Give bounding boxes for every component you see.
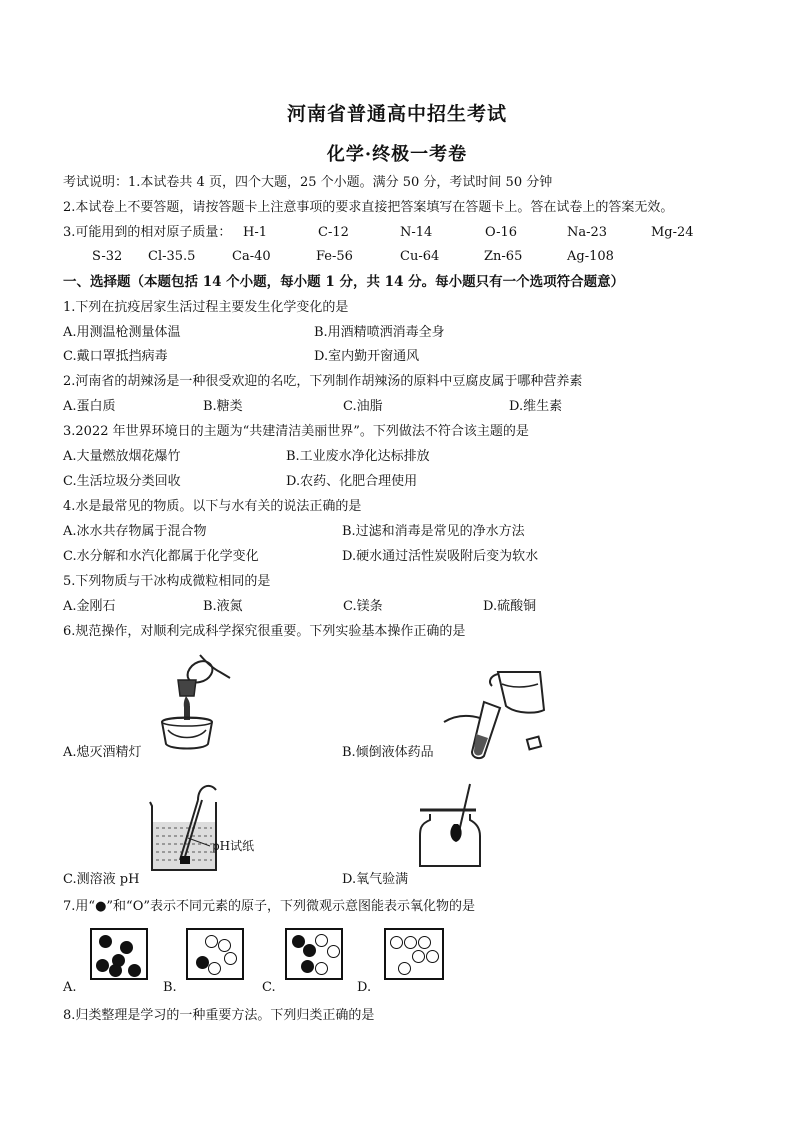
question-7-option-d: D.	[357, 980, 372, 995]
question-7-option-c: C.	[262, 980, 276, 995]
question-5-option-c: C.镁条	[343, 599, 383, 614]
mass-cl: Cl-35.5	[148, 249, 196, 264]
question-3-stem: 3.2022 年世界环境日的主题为“共建清洁美丽世界”。下列做法不符合该主题的是	[63, 424, 529, 439]
white-atom	[224, 952, 237, 965]
black-atom	[109, 964, 122, 977]
molecule-box-a	[90, 928, 148, 980]
instructions-line-1: 考试说明：1.本试卷共 4 页，四个大题，25 个小题。满分 50 分，考试时间 50 分钟	[63, 175, 553, 190]
question-1-option-c: C.戴口罩抵挡病毒	[63, 349, 168, 364]
molecule-box-c	[285, 928, 343, 980]
question-3-option-c: C.生活垃圾分类回收	[63, 474, 181, 489]
mass-cu: Cu-64	[400, 249, 440, 264]
white-atom	[404, 936, 417, 949]
mass-ca: Ca-40	[232, 249, 271, 264]
white-atom	[315, 934, 328, 947]
question-4-option-c: C.水分解和水汽化都属于化学变化	[63, 549, 259, 564]
question-5-stem: 5.下列物质与干冰构成微粒相同的是	[63, 574, 271, 589]
black-atom	[99, 935, 112, 948]
white-atom	[418, 936, 431, 949]
white-atom	[208, 962, 221, 975]
question-2-option-c: C.油脂	[343, 399, 383, 414]
instructions-line-2: 2.本试卷上不要答题，请按答题卡上注意事项的要求直接把答案填写在答题卡上。答在试卷上的答案无效。	[63, 200, 674, 215]
question-5-option-b: B.液氮	[203, 599, 243, 614]
question-1-option-a: A.用测温枪测量体温	[63, 325, 181, 340]
question-6-option-d: D.氧气验满	[342, 872, 409, 887]
question-4-stem: 4.水是最常见的物质。以下与水有关的说法正确的是	[63, 499, 362, 514]
white-atom	[205, 935, 218, 948]
question-8-stem: 8.归类整理是学习的一种重要方法。下列归类正确的是	[63, 1008, 375, 1023]
question-7-stem-part-3: ”表示不同元素的原子，下列微观示意图能表示氧化物的是	[143, 899, 476, 914]
black-atom	[96, 959, 109, 972]
white-atom	[398, 962, 411, 975]
question-1-option-b: B.用酒精喷洒消毒全身	[314, 325, 445, 340]
question-5-option-d: D.硫酸铜	[483, 599, 537, 614]
mass-o: O-16	[485, 225, 518, 240]
molecule-box-b	[186, 928, 244, 980]
black-atom	[128, 964, 141, 977]
question-1-option-d: D.室内勤开窗通风	[314, 349, 420, 364]
question-2-stem: 2.河南省的胡辣汤是一种很受欢迎的名吃，下列制作胡辣汤的原料中豆腐皮属于哪种营养素	[63, 374, 583, 389]
white-atom	[218, 939, 231, 952]
mass-na: Na-23	[567, 225, 608, 240]
question-7-stem-part-1: 7.用“	[63, 899, 96, 914]
black-atom	[301, 960, 314, 973]
question-6-option-b: B.倾倒液体药品	[342, 745, 434, 760]
black-atom	[120, 941, 133, 954]
mass-mg: Mg-24	[651, 225, 694, 240]
mass-fe: Fe-56	[316, 249, 353, 264]
section-heading: 一、选择题（本题包括 14 个小题，每小题 1 分，共 14 分。每小题只有一个选项符合题意）	[63, 274, 625, 290]
question-7-option-a: A.	[63, 980, 77, 995]
exam-subtitle: 化学·终极一考卷	[326, 144, 468, 165]
white-atom	[412, 950, 425, 963]
question-2-option-a: A.蛋白质	[63, 399, 116, 414]
question-3-option-a: A.大量燃放烟花爆竹	[63, 449, 181, 464]
white-atom	[426, 950, 439, 963]
question-7-stem	[63, 899, 475, 915]
mass-h: H-1	[243, 225, 268, 240]
mass-zn: Zn-65	[484, 249, 523, 264]
oxygen-test-figure	[412, 780, 492, 870]
question-5-option-a: A.金刚石	[63, 599, 116, 614]
question-6-stem: 6.规范操作，对顺利完成科学探究很重要。下列实验基本操作正确的是	[63, 624, 466, 639]
white-atom	[315, 962, 328, 975]
white-atom	[390, 936, 403, 949]
pour-liquid-figure	[440, 662, 560, 762]
question-6-option-c: C.测溶液 pH	[63, 872, 140, 887]
question-3-option-b: B.工业废水净化达标排放	[286, 449, 430, 464]
instructions-line-3: 3.可能用到的相对原子质量：	[63, 225, 232, 240]
ph-paper-label: pH试纸	[212, 839, 255, 853]
question-2-option-d: D.维生素	[509, 399, 563, 414]
question-3-option-d: D.农药、化肥合理使用	[286, 474, 418, 489]
alcohol-lamp-extinguish-figure	[140, 650, 250, 755]
question-7-option-b: B.	[163, 980, 177, 995]
mass-n: N-14	[400, 225, 433, 240]
exam-title: 河南省普通高中招生考试	[286, 103, 507, 125]
mass-s: S-32	[92, 249, 123, 264]
question-7-stem-part-2: ”和“	[106, 899, 133, 914]
question-6-option-a: A.熄灭酒精灯	[63, 745, 142, 760]
question-4-option-a: A.冰水共存物属于混合物	[63, 524, 207, 539]
question-2-option-b: B.糖类	[203, 399, 243, 414]
white-atom-symbol: O	[132, 899, 144, 914]
molecule-box-d	[384, 928, 444, 980]
question-1-stem: 1.下列在抗疫居家生活过程主要发生化学变化的是	[63, 300, 349, 315]
question-4-option-d: D.硬水通过活性炭吸附后变为软水	[342, 549, 539, 564]
mass-ag: Ag-108	[567, 249, 614, 264]
question-4-option-b: B.过滤和消毒是常见的净水方法	[342, 524, 525, 539]
white-atom	[327, 945, 340, 958]
ph-test-figure	[140, 776, 290, 876]
black-atom	[303, 944, 316, 957]
black-atom-symbol: ●	[95, 899, 107, 914]
mass-c: C-12	[318, 225, 349, 240]
